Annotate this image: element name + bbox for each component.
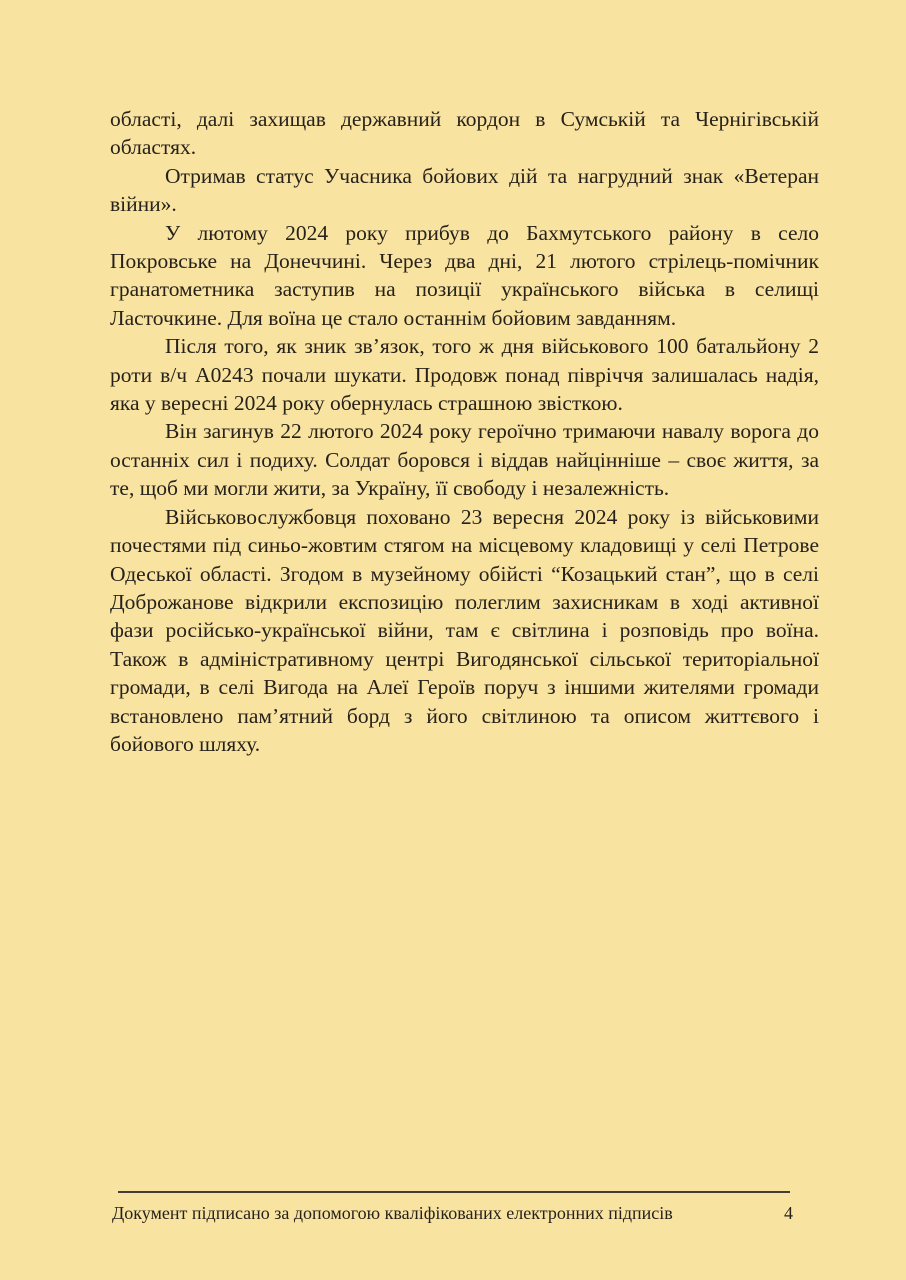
paragraph-lost-contact: Після того, як зник зв’язок, того ж дня військового 100 батальйону 2 роти в/ч А0243 почали шукати. Продовж понад півріччя залишалась надія, яка у вересні 2024 року обернулась страшною звісткою. [110, 334, 819, 416]
paragraph-veteran-status: Отримав статус Учасника бойових дій та нагрудний знак «Ветеран війни». [110, 163, 819, 217]
paragraph-burial-memorial: Військовослужбовця поховано 23 вересня 2024 року із військовими почестями під синьо-жовтим стягом на місцевому кладовищі у селі Петрове Одеської області. Згодом в музейному обійсті “Козацький стан”, що в селі Доброжанове відкрили експозицію полеглим захисникам в ході активної фази російсько-української війни, там є світлина і розповідь про воїна. Також в адміністративному центрі Вигодянської сільської територіальної громади, в селі Вигода на Алеї Героїв поруч з іншими жителями громади встановлено пам’ятний борд з його світлиною та описом життєвого і бойового шляху. [110, 504, 819, 756]
footer-divider [118, 1191, 790, 1193]
page-number: 4 [784, 1203, 793, 1223]
body-text [110, 105, 819, 758]
signature-note: Документ підписано за допомогою кваліфікованих електронних підписів [112, 1203, 673, 1223]
page-footer [112, 1201, 793, 1225]
paragraph-continuation: області, далі захищав державний кордон в Сумській та Чернігівській областях. [110, 107, 819, 160]
paragraph-death: Він загинув 22 лютого 2024 року героїчно тримаючи навалу ворога до останніх сил і подиху. Солдат боровся і віддав найцінніше – своє життя, за те, щоб ми могли жити, за Україну, її свободу і незалежність. [110, 419, 819, 501]
paragraph-february-2024: У лютому 2024 року прибув до Бахмутського району в село Покровське на Донеччині. Через два дні, 21 лютого стрілець-помічник гранатометника заступив на позиції українського війська в селищі Ласточкине. Для воїна це стало останнім бойовим завданням. [110, 220, 819, 330]
